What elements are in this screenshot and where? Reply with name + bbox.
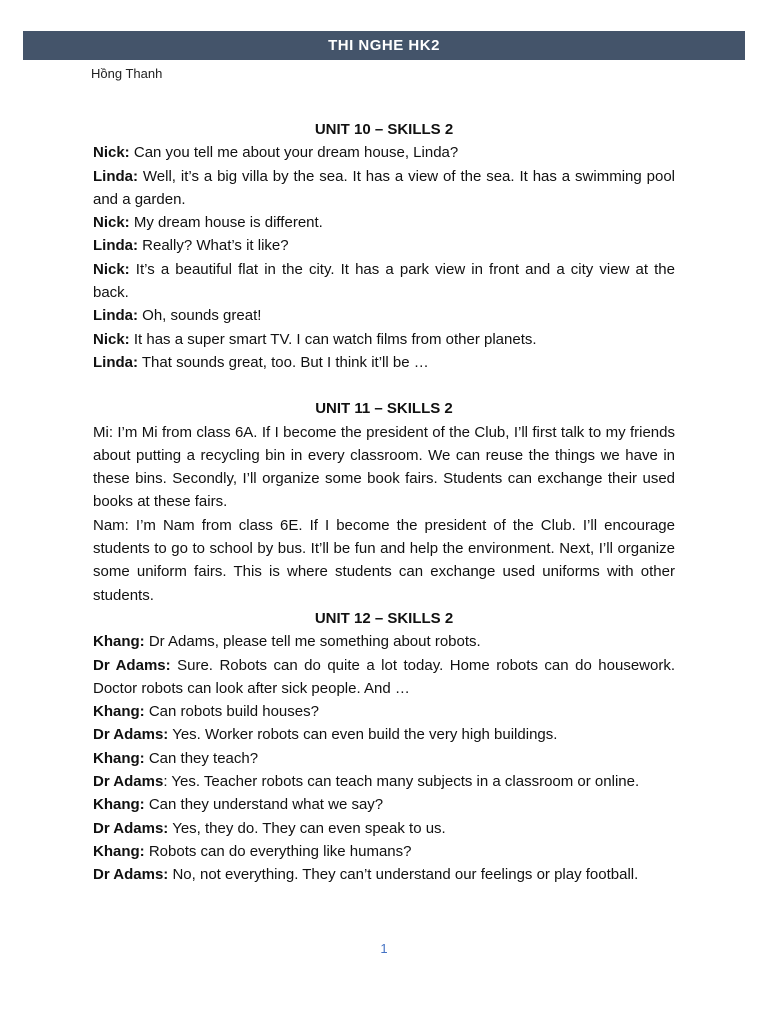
unit-10-heading: UNIT 10 – SKILLS 2 bbox=[314, 121, 454, 138]
dialogue-text: It has a super smart TV. I can watch films from other planets. bbox=[129, 330, 537, 348]
dialogue-text: My dream house is different. bbox=[129, 214, 323, 232]
speaker-name: Dr Adams bbox=[93, 773, 164, 791]
dialogue-text: Can you tell me about your dream house, Linda? bbox=[129, 144, 459, 162]
unit10-line bbox=[93, 234, 675, 257]
speaker-name: Linda: bbox=[93, 307, 138, 325]
unit12-line bbox=[93, 654, 675, 701]
dialogue-text: That sounds great, too. But I think it’ll be … bbox=[138, 353, 429, 371]
speaker-name: Khang: bbox=[93, 796, 145, 814]
document-body bbox=[93, 118, 675, 887]
speaker-name: Khang: bbox=[93, 749, 145, 767]
speaker-name: Khang: bbox=[93, 633, 145, 651]
dialogue-text: Robots can do everything like humans? bbox=[144, 842, 412, 860]
unit12-line bbox=[93, 770, 675, 793]
unit12-line bbox=[93, 840, 675, 863]
dialogue-text: : Yes. Teacher robots can teach many subjects in a classroom or online. bbox=[163, 773, 640, 791]
speaker-name: Linda: bbox=[93, 167, 138, 185]
speaker-name: Nick: bbox=[93, 214, 130, 232]
speaker-name: Khang: bbox=[93, 703, 145, 721]
dialogue-text: Yes. Worker robots can even build the very high buildings. bbox=[168, 726, 558, 744]
dialogue-text: Dr Adams, please tell me something about robots. bbox=[144, 633, 481, 651]
dialogue-text: Oh, sounds great! bbox=[138, 307, 262, 325]
unit10-line bbox=[93, 165, 675, 212]
page-number: 1 bbox=[380, 941, 388, 956]
speaker-name: Khang: bbox=[93, 842, 145, 860]
speaker-name: Linda: bbox=[93, 353, 138, 371]
speaker-name: Dr Adams: bbox=[93, 819, 169, 837]
unit12-line bbox=[93, 793, 675, 816]
unit12-line bbox=[93, 817, 675, 840]
unit10-line bbox=[93, 211, 675, 234]
unit-11-paragraph-nam: Nam: I’m Nam from class 6E. If I become the president of the Club. I’ll encourage students to go to school by bus. It’ll be fun and help the environment. Next, I’ll organize some uniform fairs. This is where students can exchange used uniforms with other students. bbox=[93, 516, 675, 604]
unit10-line bbox=[93, 351, 675, 374]
dialogue-text: Yes, they do. They can even speak to us. bbox=[168, 819, 446, 837]
speaker-name: Nick: bbox=[93, 260, 130, 278]
unit-12-dialogue bbox=[93, 630, 675, 886]
speaker-name: Nick: bbox=[93, 330, 130, 348]
dialogue-text: Sure. Robots can do quite a lot today. Home robots can do housework. Doctor robots can look after sick people. And … bbox=[93, 656, 675, 697]
dialogue-text: Can they teach? bbox=[144, 749, 259, 767]
speaker-name: Linda: bbox=[93, 237, 138, 255]
speaker-name: Dr Adams: bbox=[93, 656, 171, 674]
unit-11-paragraph-mi: Mi: I’m Mi from class 6A. If I become the president of the Club, I’ll first talk to my friends about putting a recycling bin in every classroom. We can reuse the things we have in these bins. Secondly, I’ll organize some book fairs. Students can exchange their used books at these fairs. bbox=[93, 423, 675, 511]
unit10-line bbox=[93, 304, 675, 327]
unit12-line bbox=[93, 747, 675, 770]
author-name: Hồng Thanh bbox=[91, 66, 163, 81]
speaker-name: Nick: bbox=[93, 144, 130, 162]
unit10-line bbox=[93, 328, 675, 351]
unit12-line bbox=[93, 630, 675, 653]
unit12-line bbox=[93, 700, 675, 723]
dialogue-text: Well, it’s a big villa by the sea. It has a view of the sea. It has a swimming pool and a garden. bbox=[93, 167, 675, 208]
unit-10-dialogue bbox=[93, 141, 675, 374]
unit-12-heading: UNIT 12 – SKILLS 2 bbox=[314, 609, 454, 627]
dialogue-text: No, not everything. They can’t understand our feelings or play football. bbox=[168, 866, 639, 884]
dialogue-text: It’s a beautiful flat in the city. It has a park view in front and a city view at the back. bbox=[93, 260, 675, 302]
unit12-line bbox=[93, 723, 675, 746]
dialogue-text: Really? What’s it like? bbox=[138, 237, 289, 255]
unit12-line bbox=[93, 863, 675, 886]
unit-11-heading: UNIT 11 – SKILLS 2 bbox=[315, 400, 453, 418]
unit10-line bbox=[93, 258, 675, 305]
speaker-name: Dr Adams: bbox=[93, 726, 169, 744]
document-header-title: THI NGHE HK2 bbox=[23, 31, 745, 60]
unit10-line bbox=[93, 141, 675, 164]
dialogue-text: Can they understand what we say? bbox=[144, 796, 384, 814]
section-spacer bbox=[93, 374, 675, 397]
speaker-name: Dr Adams: bbox=[93, 866, 169, 884]
dialogue-text: Can robots build houses? bbox=[144, 703, 319, 721]
